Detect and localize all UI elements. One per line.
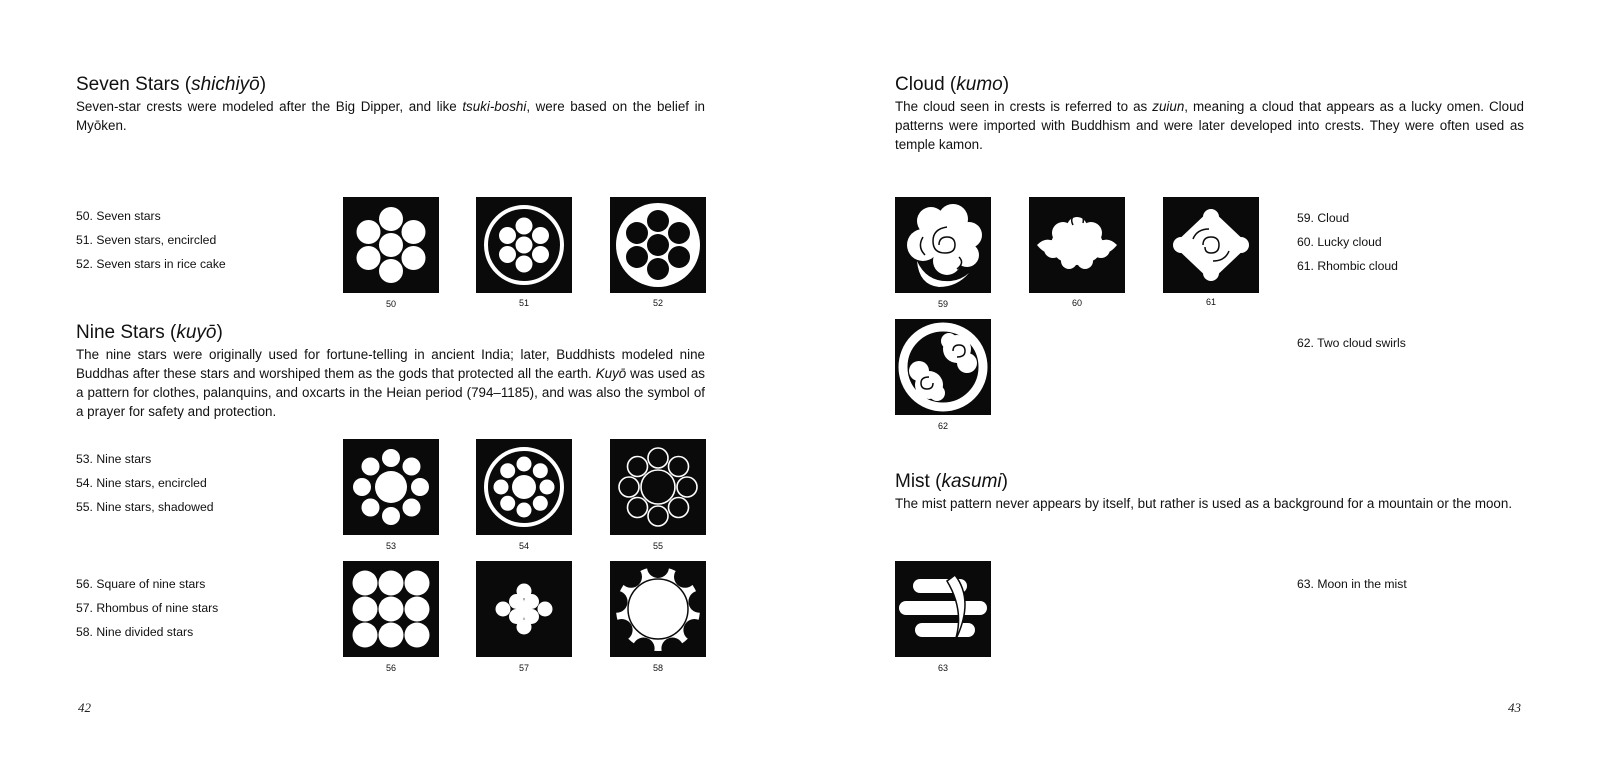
- cloud-paragraph: The cloud seen in crests is referred to as zuiun, meaning a cloud that appears as a lucky omen. Cloud patterns were imported with Buddhism and were later developed into crests. They were often used as temple kamon.: [895, 99, 1525, 152]
- crest-number-55: 55: [652, 541, 663, 551]
- crest-number-51: 51: [518, 298, 529, 308]
- caption-53: 53. Nine stars: [76, 452, 152, 466]
- nine-stars-encircled-icon: [476, 439, 572, 535]
- crest-number-57: 57: [518, 663, 529, 673]
- caption-60: 60. Lucky cloud: [1297, 235, 1382, 249]
- two-cloud-swirls-icon: [895, 319, 991, 415]
- cloud-heading: Cloud (kumo): [895, 74, 1010, 95]
- crest-number-52: 52: [652, 298, 663, 308]
- crest-number-56: 56: [385, 663, 396, 673]
- crest-number-53: 53: [385, 541, 396, 551]
- seven-stars-encircled-icon: [476, 197, 572, 293]
- crest-number-58: 58: [652, 663, 663, 673]
- mist-heading: Mist (kasumi): [895, 471, 1008, 492]
- caption-58: 58. Nine divided stars: [76, 625, 194, 639]
- crest-number-62: 62: [937, 421, 948, 431]
- square-nine-stars-icon: [343, 561, 439, 657]
- crest-number-59: 59: [937, 299, 948, 309]
- caption-57: 57. Rhombus of nine stars: [76, 601, 219, 615]
- crest-number-63: 63: [937, 663, 948, 673]
- lucky-cloud-icon: [1029, 197, 1125, 293]
- crest-number-50: 50: [385, 299, 396, 309]
- cloud-icon: [895, 197, 991, 293]
- caption-51: 51. Seven stars, encircled: [76, 233, 217, 247]
- rhombus-nine-stars-icon: [476, 561, 572, 657]
- nine-stars-heading: Nine Stars (kuyō): [76, 322, 223, 343]
- page-number-left: 42: [78, 700, 91, 715]
- crest-number-54: 54: [518, 541, 529, 551]
- rhombic-cloud-icon: [1163, 197, 1259, 293]
- crest-number-61: 61: [1205, 297, 1216, 307]
- caption-59: 59. Cloud: [1297, 211, 1350, 225]
- caption-56: 56. Square of nine stars: [76, 577, 206, 591]
- caption-62: 62. Two cloud swirls: [1297, 336, 1406, 350]
- nine-stars-shadowed-icon: [610, 439, 706, 535]
- crest-number-60: 60: [1071, 298, 1082, 308]
- mist-paragraph: The mist pattern never appears by itself, but rather is used as a background for a mountain or the moon.: [895, 496, 1513, 511]
- nine-stars-icon: [343, 439, 439, 535]
- caption-63: 63. Moon in the mist: [1297, 577, 1407, 591]
- caption-50: 50. Seven stars: [76, 209, 161, 223]
- caption-52: 52. Seven stars in rice cake: [76, 257, 226, 271]
- caption-55: 55. Nine stars, shadowed: [76, 500, 214, 514]
- nine-divided-stars-icon: [610, 561, 706, 657]
- nine-stars-paragraph: The nine stars were originally used for fortune-telling in ancient India; later, Buddhists modeled nine Buddhas after these stars and worshiped them as the gods that protected all the earth. Kuyō was used as a pattern for clothes, palanquins, and oxcarts in the Heian period (794–1185), and was also the symbol of a prayer for safety and protection.: [76, 347, 705, 419]
- seven-stars-icon: [343, 197, 439, 293]
- caption-54: 54. Nine stars, encircled: [76, 476, 207, 490]
- page-number-right: 43: [1508, 700, 1521, 715]
- caption-61: 61. Rhombic cloud: [1297, 259, 1398, 273]
- seven-stars-heading: Seven Stars (shichiyō): [76, 74, 267, 95]
- seven-stars-rice-cake-icon: [610, 197, 706, 293]
- moon-in-mist-icon: [895, 561, 991, 657]
- seven-stars-paragraph: Seven-star crests were modeled after the Big Dipper, and like tsuki-boshi, were based on the belief in Myōken.: [76, 99, 705, 133]
